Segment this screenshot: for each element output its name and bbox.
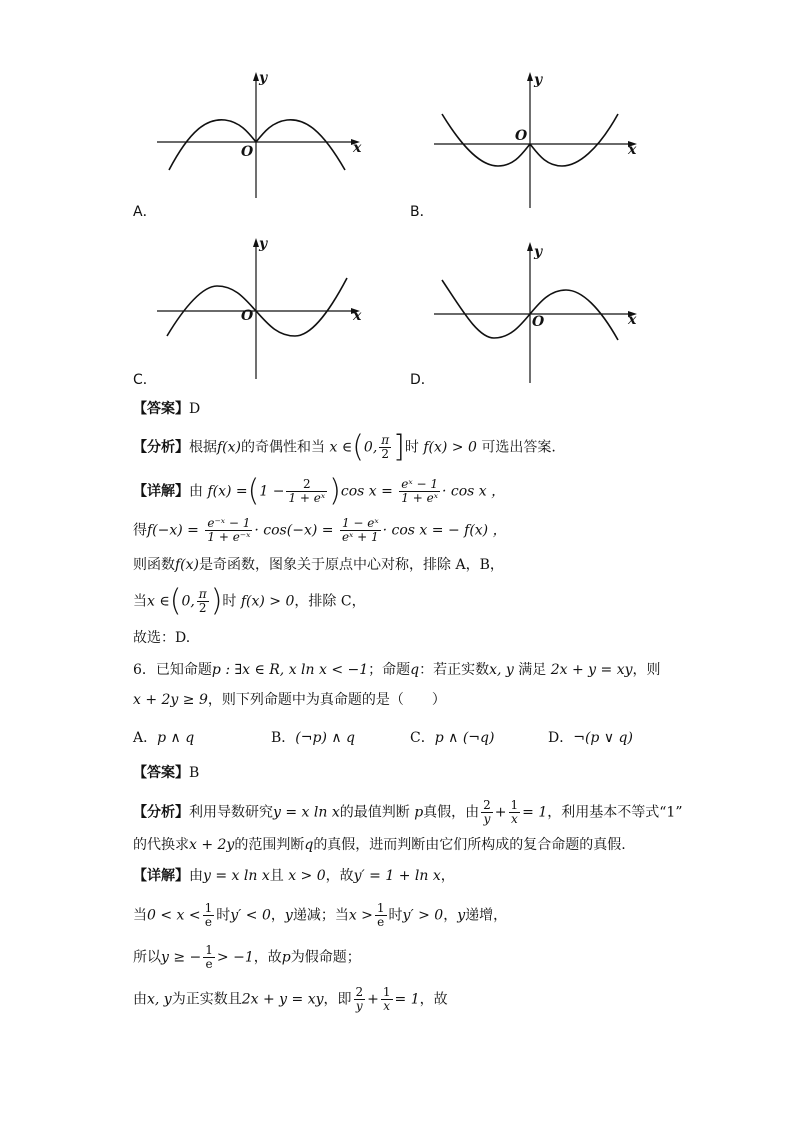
text: ；命题 <box>368 662 411 678</box>
num: 1 − eˣ <box>341 516 379 530</box>
den: 1 + eˣ <box>401 491 438 505</box>
text: 时 <box>222 593 237 610</box>
q6-detail-line-2 <box>133 902 507 929</box>
den: x <box>383 999 391 1013</box>
math: y = x ln x <box>273 804 340 821</box>
option-c-label: C． <box>133 372 157 388</box>
fraction <box>375 902 387 929</box>
fraction <box>340 517 381 544</box>
text: ，利用基本不等式“1” <box>547 804 683 821</box>
paren: ] <box>393 429 405 465</box>
text: ，故 <box>253 949 282 966</box>
text: ：若正实数 <box>419 662 490 678</box>
math: x > 0 <box>288 868 326 884</box>
plus: + <box>494 804 507 821</box>
choice-letter: D． <box>548 730 574 746</box>
math: f(x) = <box>207 483 248 500</box>
fraction <box>197 588 209 615</box>
den: y <box>355 999 363 1013</box>
math: x ∈ <box>329 439 353 456</box>
num: 2 <box>355 985 364 999</box>
option-a-label: A． <box>133 204 157 220</box>
den: x <box>510 812 518 826</box>
text: 所以 <box>133 949 161 966</box>
text: ，则 <box>632 662 661 678</box>
choice-letter: C． <box>410 730 435 746</box>
q5-detail-line-4 <box>133 583 366 619</box>
num: 1 <box>510 798 519 812</box>
graph-a-origin-label: O <box>241 144 254 160</box>
math: p : ∃x ∈ R, x ln x < −1 <box>211 662 369 678</box>
text: ，故 <box>325 868 354 884</box>
choice-expr: p ∧ q <box>157 730 195 746</box>
den: 2 <box>198 601 207 615</box>
text: 6．已知命题 <box>133 662 212 678</box>
fraction <box>286 478 327 505</box>
option-b-label: B． <box>410 204 434 220</box>
choice-expr: p ∧ (¬q) <box>434 730 495 746</box>
detail-tag: 【详解】 <box>133 483 189 500</box>
num: 2 <box>286 478 327 492</box>
paren: ) <box>329 473 341 509</box>
text: ， <box>443 907 458 924</box>
math: 0, <box>363 439 378 456</box>
q5-detail-line-2 <box>133 517 507 544</box>
graph-b-x-label: x <box>628 142 637 158</box>
num: 1 <box>204 901 213 915</box>
paren: ( <box>169 583 182 619</box>
math: f(x) <box>175 557 200 573</box>
text: ，排除 C， <box>294 593 366 610</box>
text: 且 <box>269 868 284 884</box>
math: 0 < x < <box>147 907 201 924</box>
q6-analysis-line-1 <box>133 799 683 826</box>
fraction <box>509 799 521 826</box>
math: q <box>304 837 314 853</box>
text: 时 <box>388 907 403 924</box>
math: 2x + y = xy <box>241 991 324 1008</box>
text: 由 <box>189 868 203 884</box>
fraction <box>381 986 393 1013</box>
text: ， <box>440 868 455 884</box>
graph-b-origin-label: O <box>515 128 528 144</box>
graph-a-plot <box>155 70 365 200</box>
graph-a-y-label: y <box>259 70 268 86</box>
text: 为假命题； <box>290 949 361 966</box>
q6-answer: B <box>189 765 200 781</box>
den: 1 + eˣ <box>288 491 326 505</box>
num: 2 <box>483 798 491 812</box>
q6-choice-d[interactable] <box>548 727 633 747</box>
fraction <box>205 517 252 544</box>
math: x + 2y ≥ 9 <box>133 692 208 708</box>
math: f(x) <box>217 439 242 456</box>
text: 是奇函数，图象关于原点中心对称，排除 A，B， <box>199 557 504 573</box>
graph-c-plot <box>155 236 367 381</box>
text: 得 <box>133 522 147 539</box>
choice-letter: B． <box>271 730 296 746</box>
text: ，即 <box>323 991 352 1008</box>
text: ，故 <box>419 991 448 1008</box>
fraction <box>203 902 215 929</box>
fraction <box>203 944 215 971</box>
q6-detail-line-4 <box>133 986 448 1013</box>
graph-b-y-label: y <box>534 72 543 88</box>
text: 则函数 <box>133 557 175 573</box>
text: 真假，由 <box>423 804 480 821</box>
q6-choice-a[interactable] <box>133 727 194 747</box>
text: 为正实数且 <box>171 991 242 1008</box>
fraction <box>379 434 391 461</box>
num: 1 <box>382 985 391 999</box>
text: 的代换求 <box>133 837 189 853</box>
text: 满足 <box>518 662 547 678</box>
text: 的最值判断 <box>339 804 410 821</box>
graph-c-x-label: x <box>353 308 362 324</box>
math: x, y <box>147 991 172 1008</box>
text: 可选出答案. <box>481 439 556 456</box>
math: p <box>281 949 291 966</box>
num: π <box>381 433 390 447</box>
num: eˣ − 1 <box>401 477 438 491</box>
math: 2x + y = xy <box>550 662 633 678</box>
num: π <box>198 587 207 601</box>
den: eˣ + 1 <box>341 530 379 544</box>
math: y <box>284 907 293 924</box>
den: e <box>204 915 212 929</box>
detail-tag: 【详解】 <box>133 868 189 884</box>
math: x ∈ <box>147 593 170 610</box>
q6-stem-line-1 <box>133 660 661 680</box>
choice-expr: ¬(p ∨ q) <box>573 730 633 746</box>
text: 故选：D. <box>133 630 191 646</box>
math: q <box>410 662 420 678</box>
text: 的真假，进而判断由它们所构成的复合命题的真假. <box>313 837 626 853</box>
math: · cos x = − f(x) ， <box>382 522 507 539</box>
text: 递增， <box>465 907 508 924</box>
graph-c-y-label: y <box>259 236 268 252</box>
q5-conclusion <box>133 628 190 648</box>
math: y ≥ − <box>161 949 202 966</box>
math: 1 − <box>259 483 285 500</box>
text: 由 <box>189 483 203 500</box>
q6-detail-line-3 <box>133 944 361 971</box>
q6-detail-line-1 <box>133 866 455 886</box>
q6-choice-c[interactable] <box>410 727 494 747</box>
paren: ) <box>210 583 223 619</box>
num: 1 <box>205 943 213 957</box>
graph-option-b <box>432 70 642 210</box>
math: > −1 <box>216 949 254 966</box>
text: 的范围判断 <box>234 837 305 853</box>
den: e <box>205 957 213 971</box>
text: 时 <box>404 439 419 456</box>
graph-b-plot <box>432 70 642 210</box>
q5-detail-line-3 <box>133 555 504 575</box>
paren: ( <box>247 473 260 509</box>
math: x > <box>348 907 373 924</box>
text: ， <box>270 907 285 924</box>
graph-d-y-label: y <box>534 244 543 260</box>
q6-answer-line <box>133 763 199 783</box>
graph-d-plot <box>432 240 642 385</box>
choice-letter: A． <box>133 730 158 746</box>
text: 当 <box>133 593 147 610</box>
text: 时 <box>216 907 231 924</box>
math: · cos(−x) = <box>254 522 334 539</box>
text: 利用导数研究 <box>189 804 273 821</box>
choice-expr: (¬p) ∧ q <box>295 730 356 746</box>
math: y′ < 0 <box>230 907 271 924</box>
graph-d-x-label: x <box>628 312 637 328</box>
q6-analysis-line-2 <box>133 835 626 855</box>
num: 1 <box>376 901 385 915</box>
answer-tag: 【答案】 <box>133 401 189 417</box>
math: f(x) > 0 <box>240 593 295 610</box>
graph-a-x-label: x <box>353 140 362 156</box>
plus: + <box>367 991 379 1008</box>
fraction <box>481 799 493 826</box>
analysis-tag: 【分析】 <box>133 804 189 821</box>
q6-stem-line-2 <box>133 690 446 710</box>
math: y <box>457 907 466 924</box>
answer-tag: 【答案】 <box>133 765 189 781</box>
math: f(−x) = <box>147 522 199 539</box>
num: e⁻ˣ − 1 <box>207 516 251 530</box>
graph-option-d <box>432 240 642 385</box>
text: 的奇偶性和当 <box>241 439 326 456</box>
fraction <box>399 478 440 505</box>
option-d-label: D． <box>410 372 435 388</box>
den: y <box>483 812 491 826</box>
math: p <box>414 804 424 821</box>
q5-answer: D <box>189 401 201 417</box>
math: = 1 <box>522 804 548 821</box>
math: = 1 <box>394 991 420 1008</box>
den: 2 <box>381 447 390 461</box>
math: x, y <box>489 662 514 678</box>
math: cos x = <box>340 483 393 500</box>
graph-d-origin-label: O <box>532 314 545 330</box>
math: 0, <box>181 593 195 610</box>
analysis-tag: 【分析】 <box>133 439 189 456</box>
text: 当 <box>133 907 147 924</box>
graph-c-origin-label: O <box>241 308 254 324</box>
q5-detail-line-1 <box>133 473 506 509</box>
text: 由 <box>133 991 147 1008</box>
math: y = x ln x <box>203 868 270 884</box>
paren: ( <box>352 429 364 465</box>
math: y′ = 1 + ln x <box>353 868 441 884</box>
math: f(x) > 0 <box>423 439 477 456</box>
q5-answer-line <box>133 399 200 419</box>
text: 递减；当 <box>292 907 349 924</box>
text: 根据 <box>189 439 217 456</box>
text: ，则下列命题中为真命题的是（ ） <box>207 692 446 708</box>
math: · cos x ， <box>441 483 506 500</box>
graph-option-a <box>155 70 365 200</box>
den: 1 + e⁻ˣ <box>207 530 251 544</box>
q6-choice-b[interactable] <box>271 727 355 747</box>
q5-analysis-line <box>133 429 556 465</box>
den: e <box>377 915 385 929</box>
math: x + 2y <box>189 837 235 853</box>
fraction <box>354 986 366 1013</box>
math: y′ > 0 <box>402 907 444 924</box>
graph-option-c <box>155 236 367 381</box>
